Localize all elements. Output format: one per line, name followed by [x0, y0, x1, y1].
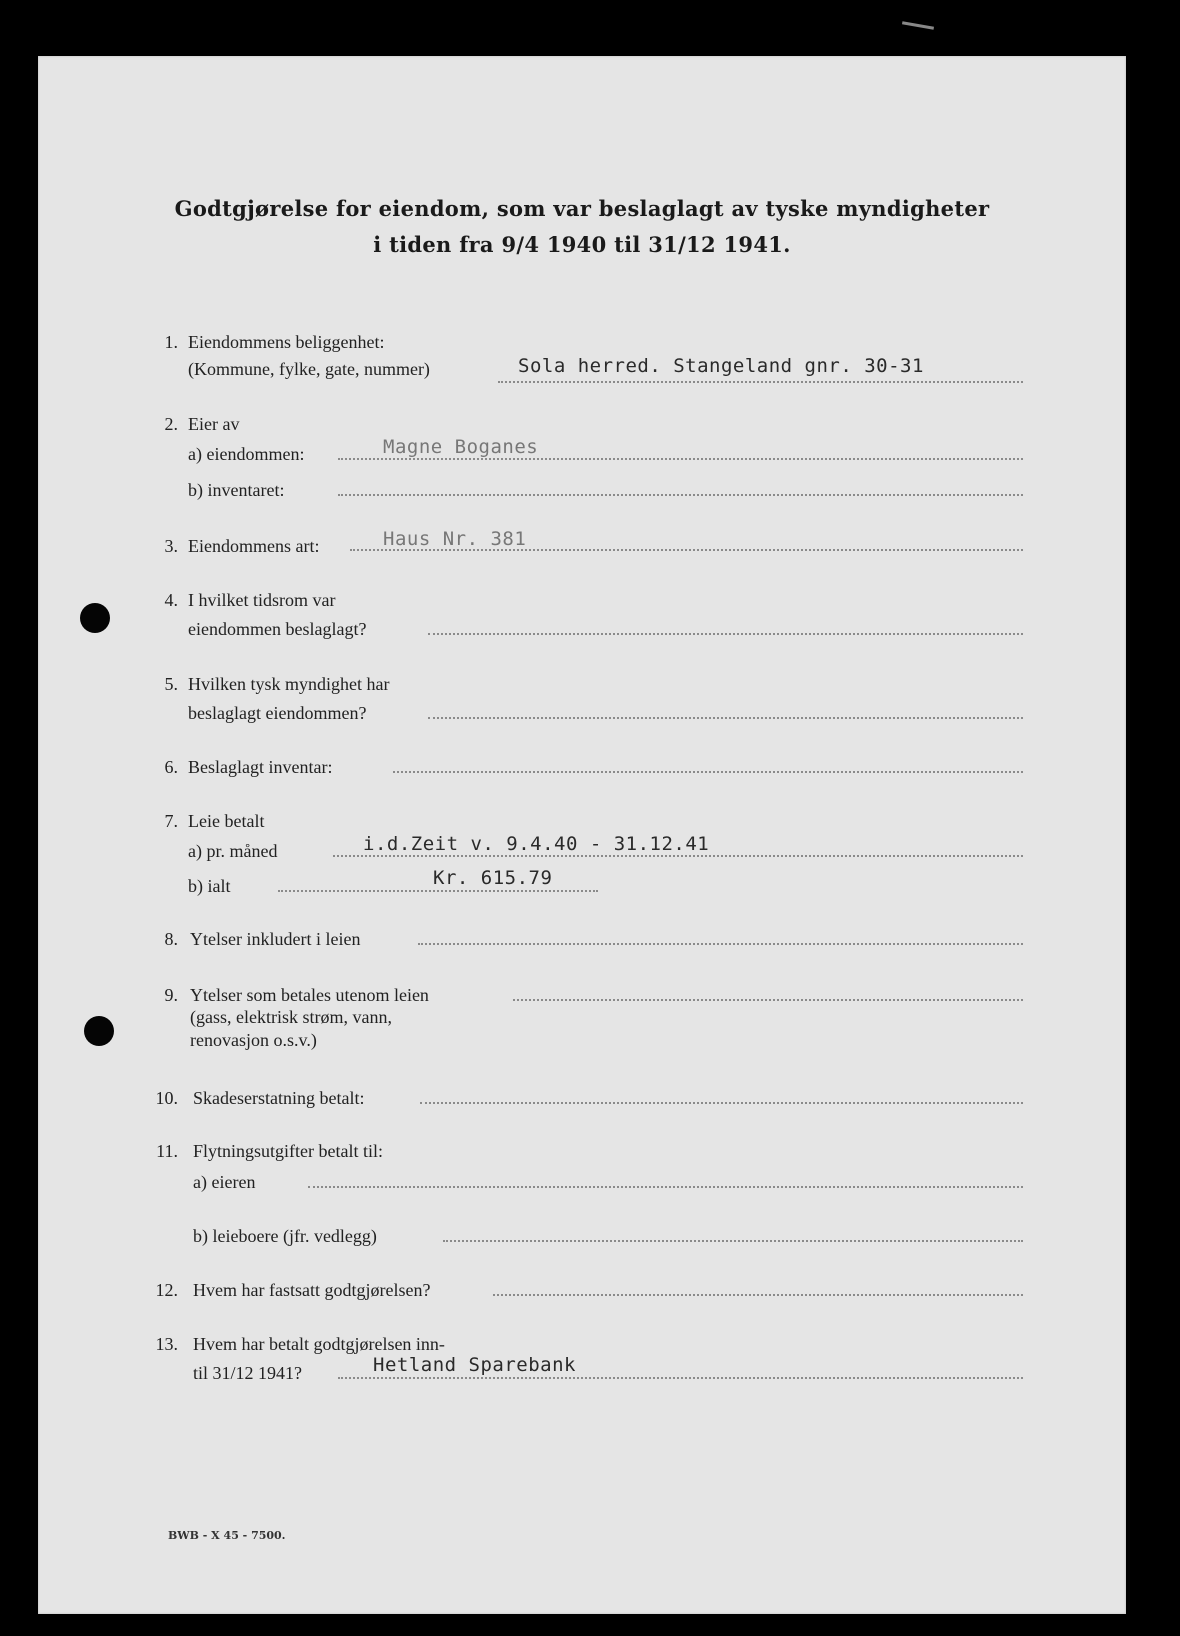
item-7b-answer: Kr. 615.79	[433, 867, 553, 889]
item-2b-label: b) inventaret:	[188, 480, 285, 500]
item-4-label: I hvilket tidsrom var	[188, 590, 336, 610]
item-4-number: 4.	[164, 590, 178, 610]
item-13-answer: Hetland Sparebank	[373, 1354, 576, 1376]
item-12-label: Hvem har fastsatt godtgjørelsen?	[193, 1280, 431, 1300]
item-1-answer: Sola herred. Stangeland gnr. 30-31	[518, 355, 924, 377]
punch-hole-top	[80, 603, 110, 633]
form-title-line1: Godtgjørelse for eiendom, som var beslaglagt av tyske myndigheter	[174, 196, 990, 221]
item-9-label: Ytelser som betales utenom leien	[190, 985, 429, 1005]
item-9-number: 9.	[164, 985, 178, 1005]
item-9-sublabel: (gass, elektrisk strøm, vann,	[190, 1007, 392, 1027]
item-8-number: 8.	[164, 929, 178, 949]
item-5-sublabel: beslaglagt eiendommen?	[188, 703, 367, 723]
item-2-label: Eier av	[188, 414, 240, 434]
form-title-line2: i tiden fra 9/4 1940 til 31/12 1941.	[373, 232, 791, 257]
item-2a-label: a) eiendommen:	[188, 444, 305, 464]
item-7a-line	[333, 855, 1023, 857]
item-7b-line	[278, 890, 598, 892]
item-5-line	[428, 717, 1023, 719]
item-10-label: Skadeserstatning betalt:	[193, 1088, 365, 1108]
item-2-number: 2.	[164, 414, 178, 434]
corner-mark	[902, 21, 934, 30]
item-3-label: Eiendommens art:	[188, 536, 320, 556]
item-12-number: 12.	[155, 1280, 178, 1300]
item-7-label: Leie betalt	[188, 811, 265, 831]
item-1-number: 1.	[164, 332, 178, 352]
form-code: BWB - X 45 - 7500.	[168, 1529, 286, 1542]
item-13-number: 13.	[155, 1334, 178, 1354]
form-sheet	[38, 56, 1126, 1614]
item-12-line	[493, 1294, 1023, 1296]
item-8-line	[418, 943, 1023, 945]
item-9-line	[513, 999, 1023, 1001]
item-5-number: 5.	[164, 674, 178, 694]
item-13-sublabel: til 31/12 1941?	[193, 1363, 302, 1383]
item-10-line	[420, 1102, 1023, 1104]
item-11a-label: a) eieren	[193, 1172, 256, 1192]
item-11-label: Flytningsutgifter betalt til:	[193, 1141, 383, 1161]
item-9-sublabel2: renovasjon o.s.v.)	[190, 1030, 317, 1050]
item-11b-label: b) leieboere (jfr. vedlegg)	[193, 1226, 377, 1246]
item-7b-label: b) ialt	[188, 876, 231, 896]
item-1-line	[498, 381, 1023, 383]
item-11a-line	[308, 1186, 1023, 1188]
item-4-line	[428, 633, 1023, 635]
item-1-sublabel: (Kommune, fylke, gate, nummer)	[188, 359, 430, 379]
item-7a-answer: i.d.Zeit v. 9.4.40 - 31.12.41	[363, 833, 710, 855]
item-1-label: Eiendommens beliggenhet:	[188, 332, 385, 352]
item-10-number: 10.	[155, 1088, 178, 1108]
item-4-sublabel: eiendommen beslaglagt?	[188, 619, 367, 639]
item-3-answer: Haus Nr. 381	[383, 528, 527, 550]
item-13-line	[338, 1377, 1023, 1379]
item-11-number: 11.	[156, 1141, 178, 1161]
item-13-label: Hvem har betalt godtgjørelsen inn-	[193, 1334, 445, 1354]
item-6-label: Beslaglagt inventar:	[188, 757, 333, 777]
item-6-number: 6.	[164, 757, 178, 777]
item-2a-line	[338, 458, 1023, 460]
item-11b-line	[443, 1240, 1023, 1242]
item-6-line	[393, 771, 1023, 773]
item-2a-answer: Magne Boganes	[383, 436, 539, 458]
item-5-label: Hvilken tysk myndighet har	[188, 674, 390, 694]
item-2b-line	[338, 494, 1023, 496]
item-7a-label: a) pr. måned	[188, 841, 278, 861]
item-8-label: Ytelser inkludert i leien	[190, 929, 361, 949]
item-3-number: 3.	[164, 536, 178, 556]
punch-hole-bottom	[84, 1016, 114, 1046]
item-7-number: 7.	[164, 811, 178, 831]
